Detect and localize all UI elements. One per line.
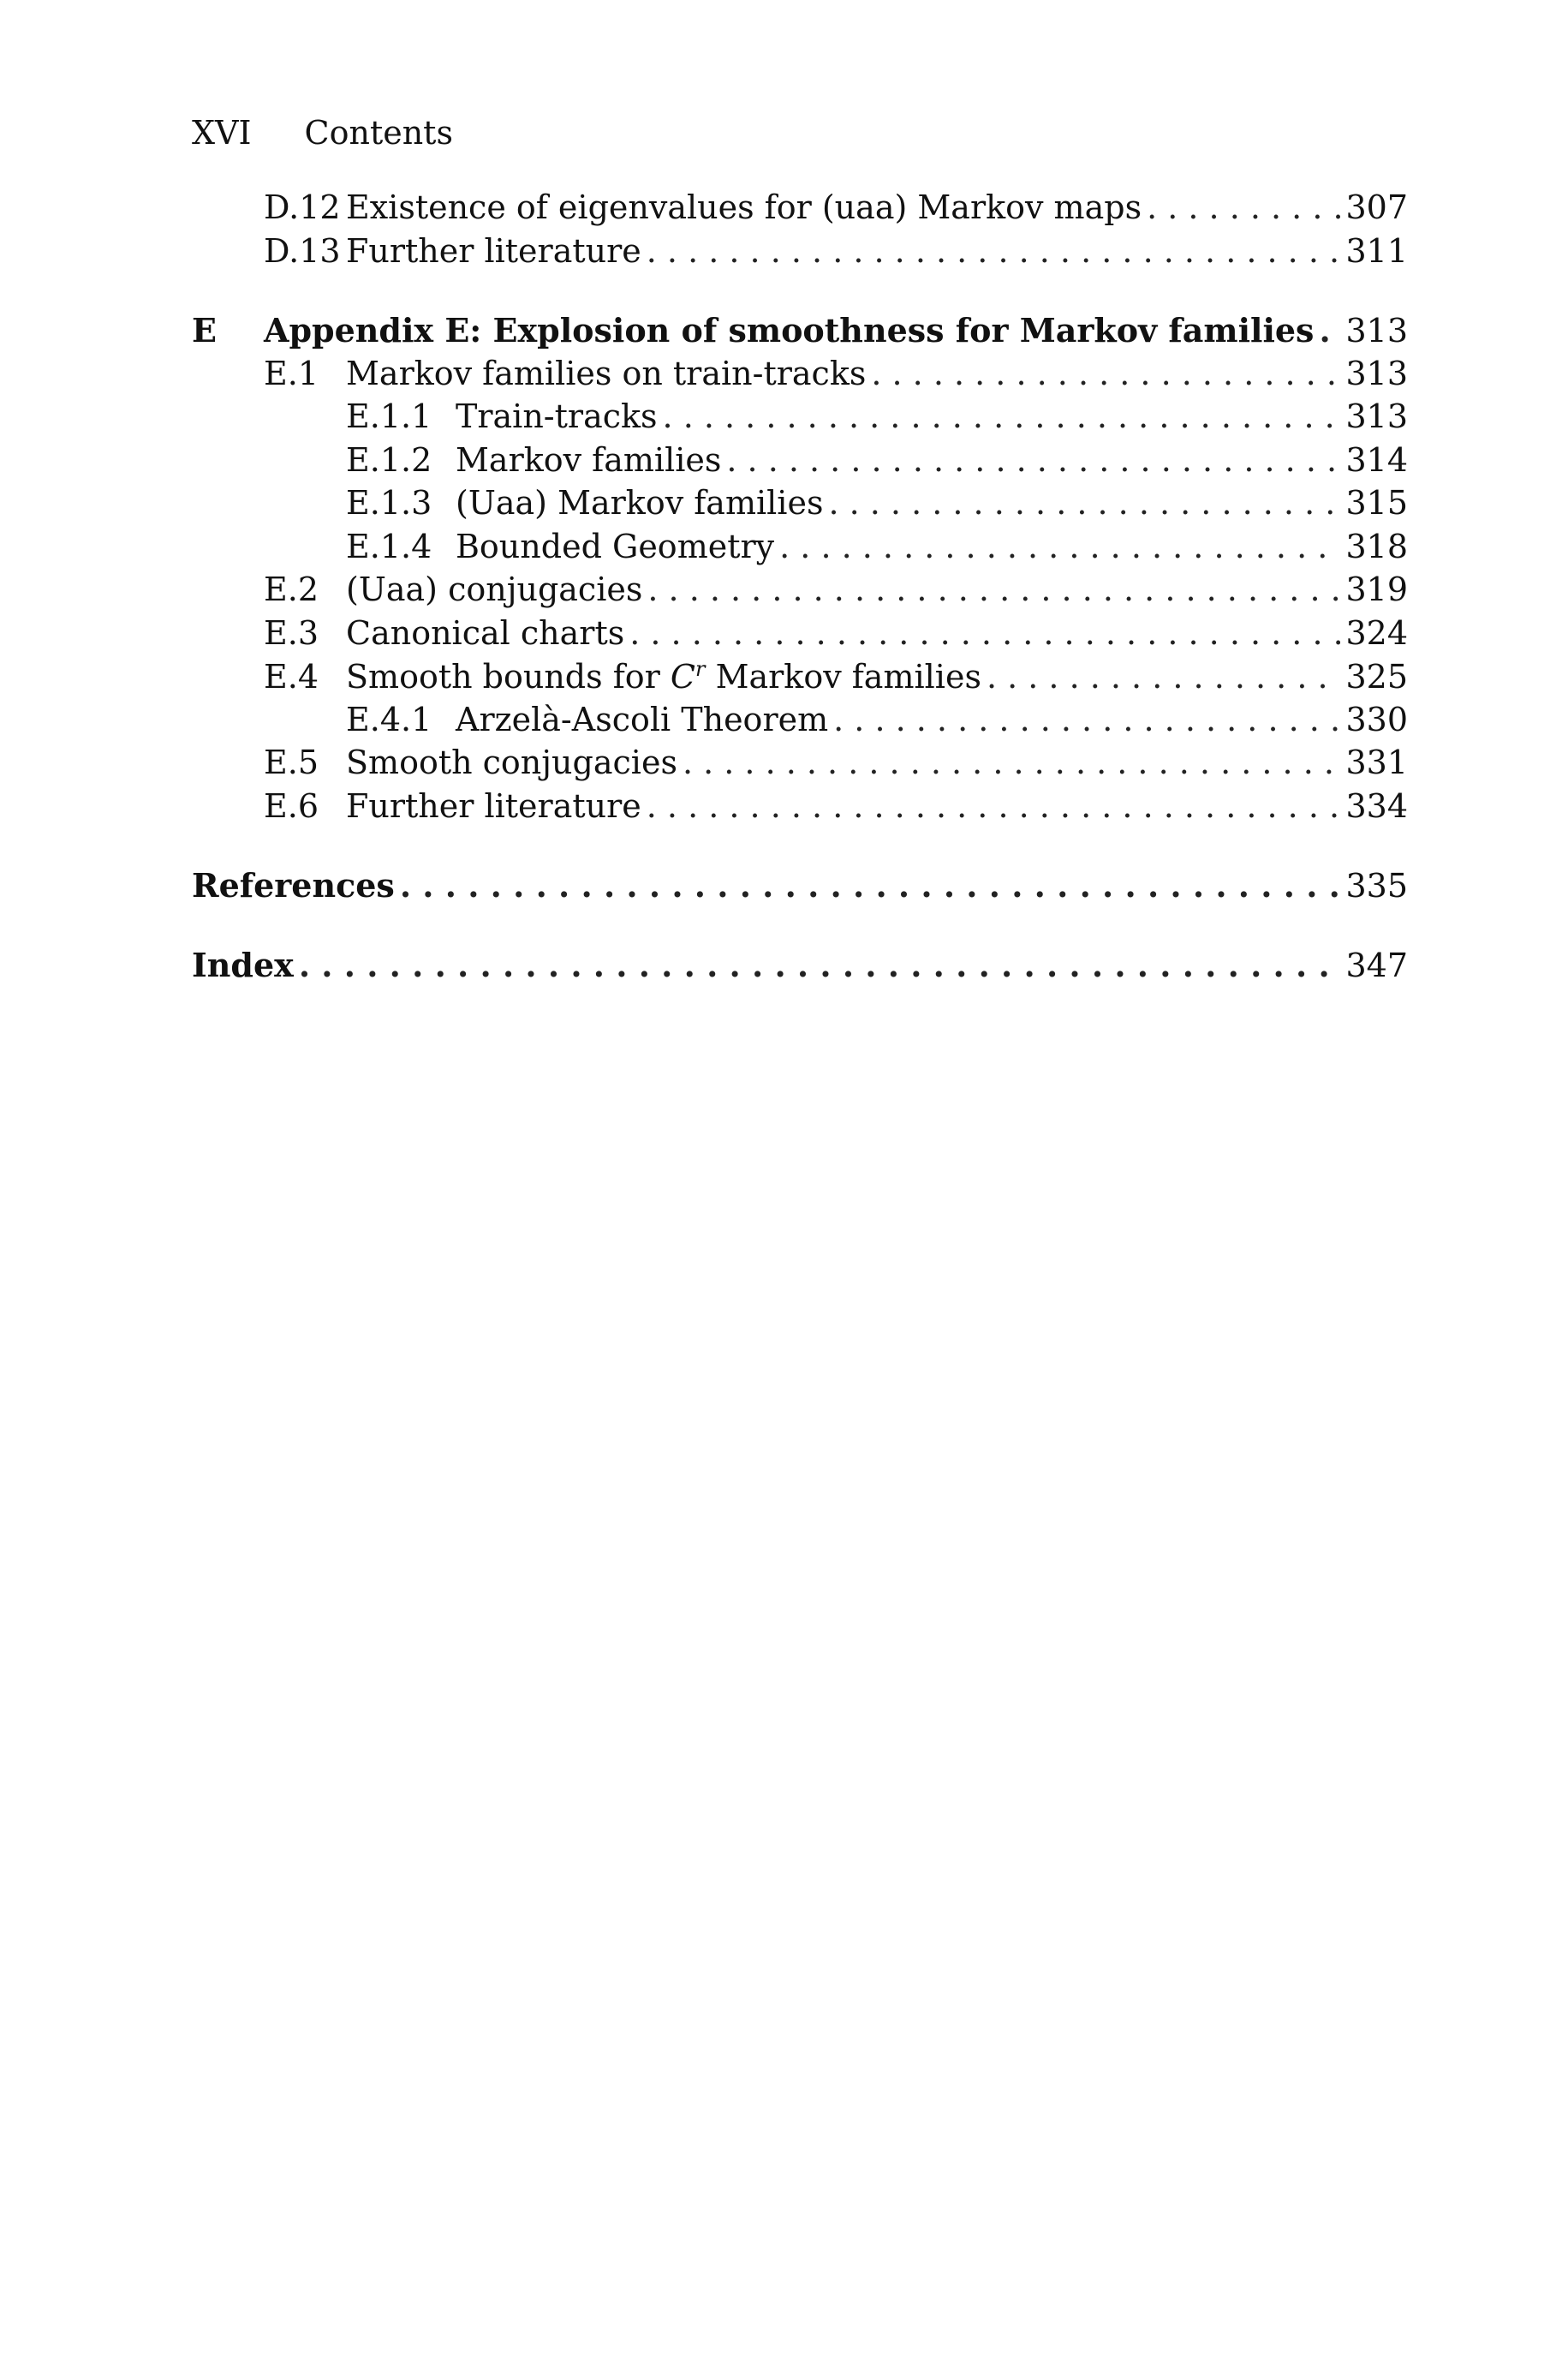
entry-page: 314	[1345, 440, 1408, 479]
toc-entry-e3[interactable]	[192, 614, 1408, 658]
entry-page: 313	[1345, 354, 1408, 392]
index-title: Index	[192, 945, 294, 984]
table-of-contents	[192, 188, 1408, 989]
entry-number: E.3	[264, 613, 319, 652]
entry-title: Train-tracks	[456, 397, 658, 435]
running-header	[192, 114, 453, 152]
math-superscript-r: r	[695, 657, 706, 681]
toc-references[interactable]	[192, 866, 1408, 910]
title-prefix: Smooth bounds for	[346, 658, 660, 696]
dot-leader	[828, 484, 1340, 522]
entry-title: Smooth conjugacies	[346, 744, 677, 781]
entry-number: D.13	[264, 231, 341, 270]
entry-page: 315	[1345, 484, 1408, 522]
dot-leader	[1319, 311, 1340, 350]
chapter-page: 313	[1345, 312, 1408, 350]
references-title: References	[192, 866, 395, 905]
toc-entry-e4[interactable]	[192, 657, 1408, 701]
chapter-title: Appendix E: Explosion of smoothness for Markov families	[264, 311, 1315, 350]
toc-entry-e41[interactable]	[192, 701, 1408, 744]
entry-page: 318	[1345, 527, 1408, 565]
entry-title: Canonical charts	[346, 613, 625, 652]
entry-page: 324	[1345, 613, 1408, 652]
title-suffix: Markov families	[715, 658, 981, 696]
entry-page: 331	[1345, 744, 1408, 781]
entry-title: (Uaa) conjugacies	[346, 571, 643, 608]
entry-number: E.1.1	[346, 397, 432, 435]
dot-leader	[299, 946, 1341, 984]
entry-title: Markov families	[456, 440, 722, 479]
references-page: 335	[1345, 867, 1408, 905]
entry-title: Bounded Geometry	[456, 527, 775, 565]
toc-entry-e1[interactable]	[192, 355, 1408, 398]
toc-entry-e12[interactable]	[192, 441, 1408, 485]
entry-number: E.6	[264, 786, 319, 825]
entry-number: E.5	[264, 744, 319, 781]
entry-number: E.1.4	[346, 527, 432, 565]
entry-number: D.12	[264, 188, 341, 226]
entry-number: E.4.1	[346, 700, 432, 738]
dot-leader	[629, 614, 1340, 652]
toc-index[interactable]	[192, 946, 1408, 989]
toc-entry-d13[interactable]	[192, 232, 1408, 276]
entry-title: Further literature	[346, 231, 641, 270]
entry-number: E.1.2	[346, 440, 432, 479]
toc-entry-e2[interactable]	[192, 571, 1408, 614]
entry-page: 334	[1345, 786, 1408, 825]
entry-page: 325	[1345, 658, 1408, 696]
entry-number: E.1.3	[346, 484, 432, 522]
dot-leader	[779, 528, 1340, 565]
dot-leader	[647, 571, 1340, 608]
entry-page: 311	[1345, 231, 1408, 270]
dot-leader	[683, 744, 1341, 781]
entry-page: 307	[1345, 188, 1408, 226]
chapter-number: E	[192, 311, 217, 350]
entry-number: E.1	[264, 354, 319, 392]
toc-entry-e13[interactable]	[192, 484, 1408, 528]
dot-leader	[1147, 188, 1340, 226]
dot-leader	[400, 866, 1341, 905]
header-page-number: XVI	[192, 114, 252, 152]
dot-leader	[647, 232, 1341, 270]
dot-leader	[833, 701, 1340, 738]
toc-chapter-e[interactable]	[192, 311, 1408, 355]
entry-title: Further literature	[346, 786, 641, 825]
entry-title: Existence of eigenvalues for (uaa) Markov maps	[346, 188, 1142, 226]
entry-title: Markov families on train-tracks	[346, 354, 867, 392]
toc-entry-e6[interactable]	[192, 787, 1408, 831]
entry-page: 330	[1345, 700, 1408, 738]
entry-number: E.4	[264, 658, 319, 696]
toc-entry-e5[interactable]	[192, 744, 1408, 787]
math-c: C	[670, 658, 695, 696]
entry-page: 319	[1345, 571, 1408, 608]
header-title: Contents	[304, 114, 453, 152]
dot-leader	[871, 355, 1340, 392]
entry-page: 313	[1345, 397, 1408, 435]
entry-title: (Uaa) Markov families	[456, 484, 824, 522]
entry-number: E.2	[264, 571, 319, 608]
dot-leader	[987, 658, 1341, 696]
toc-entry-d12[interactable]	[192, 188, 1408, 232]
dot-leader	[726, 441, 1340, 479]
entry-title	[346, 657, 981, 696]
entry-title: Arzelà-Ascoli Theorem	[456, 700, 829, 738]
dot-leader	[647, 787, 1341, 825]
toc-entry-e11[interactable]	[192, 397, 1408, 441]
toc-entry-e14[interactable]	[192, 528, 1408, 571]
index-page: 347	[1345, 946, 1408, 984]
dot-leader	[663, 397, 1341, 435]
